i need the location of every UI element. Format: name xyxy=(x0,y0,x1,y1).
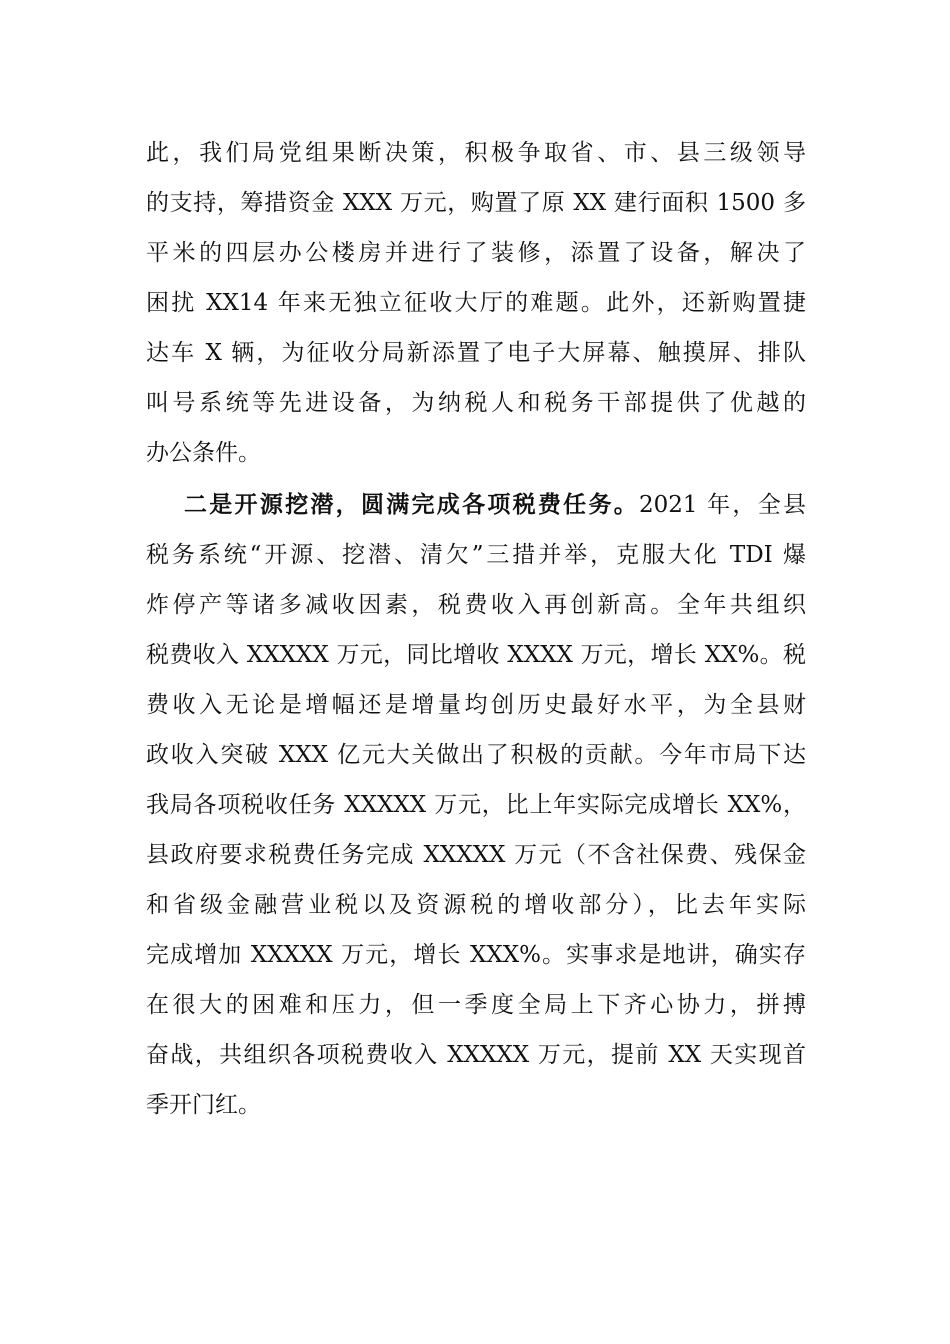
text-line: 办公条件。 xyxy=(146,440,261,466)
text-line: 叫号系统等先进设备，为纳税人和税务干部提供了优越的 xyxy=(146,390,806,416)
text-line: 平米的四层办公楼房并进行了装修，添置了设备，解决了 xyxy=(146,240,806,266)
text-line: 困扰 XX14 年来无独立征收大厅的难题。此外，还新购置捷 xyxy=(146,290,806,316)
text-line: 此，我们局党组果断决策，积极争取省、市、县三级领导 xyxy=(146,140,806,166)
text-line: 的支持，筹措资金 XXX 万元，购置了原 XX 建行面积 1500 多 xyxy=(146,190,806,216)
text-line: 税费收入 XXXXX 万元，同比增收 XXXX 万元，增长 XX%。税 xyxy=(146,642,806,668)
paragraph-tax-revenue xyxy=(146,480,806,1130)
text-line: 费收入无论是增幅还是增量均创历史最好水平，为全县财 xyxy=(146,692,806,718)
text-line: 完成增加 XXXXX 万元，增长 XXX%。实事求是地讲，确实存 xyxy=(146,942,806,968)
text-run: 2021 年，全县 xyxy=(639,492,806,518)
text-line: 炸停产等诸多减收因素，税费收入再创新高。全年共组织 xyxy=(146,592,806,618)
text-line: 县政府要求税费任务完成 XXXXX 万元（不含社保费、残保金 xyxy=(146,842,806,868)
text-line: 奋战，共组织各项税费收入 XXXXX 万元，提前 XX 天实现首 xyxy=(146,1042,806,1068)
text-line: 我局各项税收任务 XXXXX 万元，比上年实际完成增长 XX%， xyxy=(146,792,806,818)
paragraph-first-line xyxy=(146,480,806,530)
text-line: 税务系统“开源、挖潜、清欠”三措并举，克服大化 TDI 爆 xyxy=(146,542,806,568)
text-line: 季开门红。 xyxy=(146,1092,261,1118)
text-line: 和省级金融营业税以及资源税的增收部分），比去年实际 xyxy=(146,892,806,918)
text-line: 达车 X 辆，为征收分局新添置了电子大屏幕、触摸屏、排队 xyxy=(146,340,806,366)
text-line: 政收入突破 XXX 亿元大关做出了积极的贡献。今年市局下达 xyxy=(146,742,806,768)
paragraph-office-building xyxy=(146,128,806,478)
text-line: 在很大的困难和压力，但一季度全局上下齐心协力，拼搏 xyxy=(146,992,806,1018)
section-heading: 二是开源挖潜，圆满完成各项税费任务。 xyxy=(184,492,640,518)
